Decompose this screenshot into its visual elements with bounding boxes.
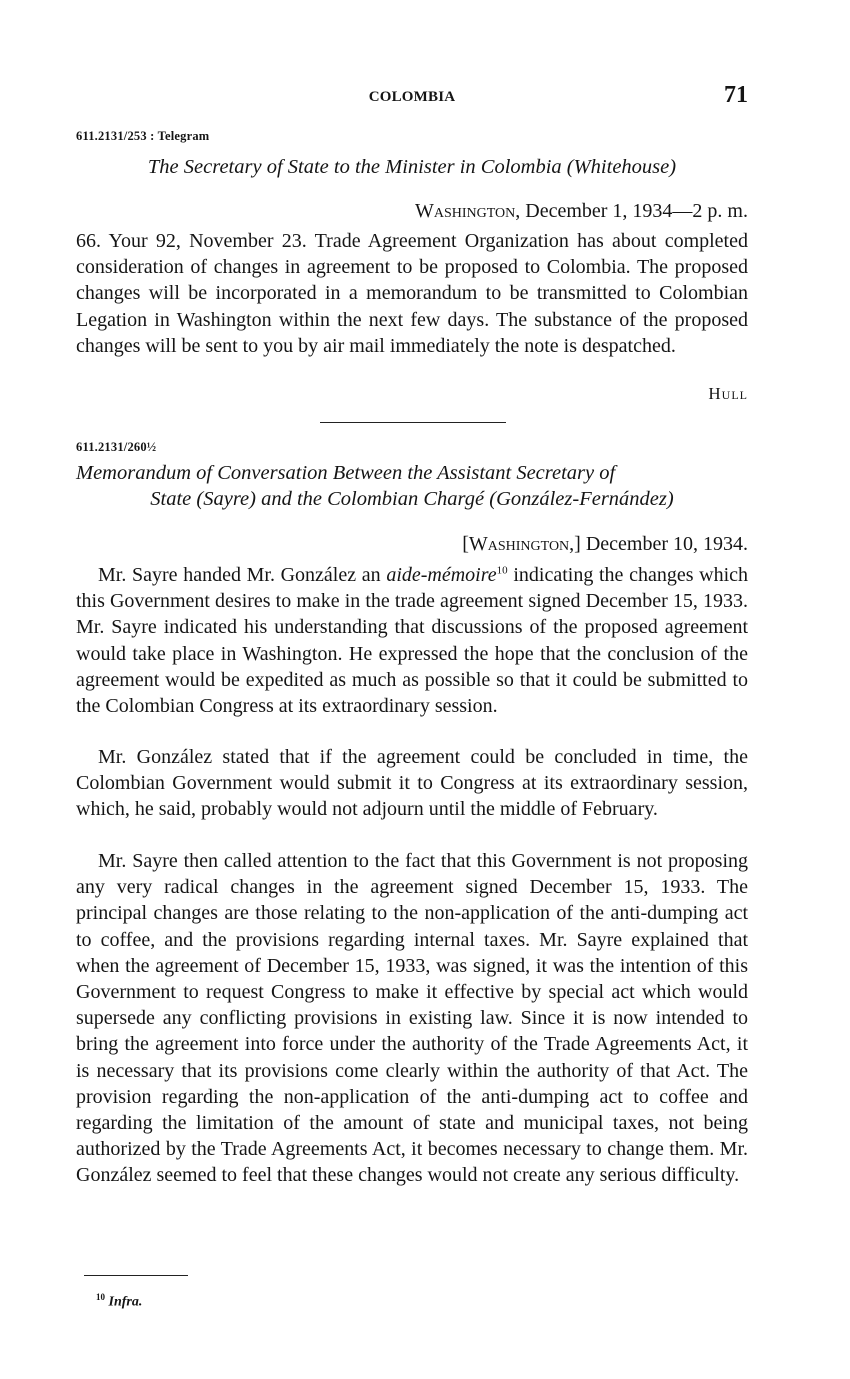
footnote bbox=[96, 1292, 142, 1311]
footnote-reference: 10 bbox=[496, 564, 508, 577]
doc1-dateline-date: December 1, 1934—2 p. m. bbox=[525, 200, 748, 222]
doc1-file-number: 611.2131/253 : Telegram bbox=[76, 129, 210, 143]
doc2-paragraph-2: Mr. González stated that if the agreement could be concluded in time, the Colombian Government would submit it to Congress at its extraordinary session, which, he said, probably would not adjourn until the middle of February. bbox=[76, 746, 748, 821]
doc2-title-line1: Memorandum of Conversation Between the Assistant Secretary of bbox=[76, 462, 616, 484]
footnote-number: 10 bbox=[96, 1292, 105, 1302]
section-divider bbox=[320, 422, 506, 423]
doc2-title-line2: State (Sayre) and the Colombian Chargé (González-Fernández) bbox=[150, 488, 674, 510]
doc1-dateline-place: Washington, bbox=[414, 200, 521, 222]
doc2-paragraph-3: Mr. Sayre then called attention to the fact that this Government is not proposing any very radical changes in the agreement signed December 15, 1933. The principal changes are those relating to the non-application of the anti-dumping act to coffee, and the provisions regarding internal taxes. Mr. Sayre explained that when the agreement of December 15, 1933, was signed, it was the intention of this Government to request Congress to make it effective by special act which would supersede any conflicting provisions in existing law. Since it is now intended to bring the agreement into force under the authority of the Trade Agreements Act, it is necessary that its provisions come clearly within the authority of that Act. The provision regarding the non-application of the anti-dumping act to coffee and regarding the limitation of the amount of state and municipal taxes, not being authorized by the Trade Agreements Act, it becomes necessary to change them. Mr. González seemed to feel that these changes would not create any serious difficulty. bbox=[76, 850, 748, 1187]
doc2-para1-italic: aide-mémoire bbox=[386, 564, 497, 586]
running-head bbox=[76, 82, 748, 112]
doc2-file-number: 611.2131/260½ bbox=[76, 440, 157, 454]
doc2-title bbox=[76, 460, 748, 512]
footnote-divider bbox=[84, 1275, 188, 1276]
doc2-dateline-date: December 10, 1934. bbox=[585, 533, 748, 555]
footnote-text: Infra. bbox=[108, 1294, 143, 1310]
running-title: COLOMBIA bbox=[368, 89, 456, 105]
page-number: 71 bbox=[724, 82, 748, 108]
doc2-dateline bbox=[76, 533, 748, 556]
doc2-dateline-place: [Washington,] bbox=[462, 533, 581, 555]
doc2-para1-after: indicating the changes which this Government desires to make in the trade agreement signed December 15, 1933. Mr. Sayre indicated his understanding that discussions of the proposed agreement would take place in Washington. He expressed the hope that the conclusion of the agreement would be expedited as much as possible so that it could be submitted to the Colombian Congress at its extraordinary session. bbox=[76, 564, 749, 718]
doc2-para1-before: Mr. Sayre handed Mr. González an bbox=[98, 564, 381, 586]
doc1-dateline bbox=[76, 200, 748, 223]
doc1-title: The Secretary of State to the Minister in Colombia (Whitehouse) bbox=[147, 156, 677, 178]
doc1-body: 66. Your 92, November 23. Trade Agreement Organization has about completed consideration of changes in agreement to be proposed to Colombia. The proposed changes will be incorporated in a memorandum to be transmitted to Colombian Legation in Washington within the next few days. The substance of the proposed changes will be sent to you by air mail immediately the note is despatched. bbox=[76, 230, 748, 357]
doc1-signature: Hull bbox=[708, 384, 748, 403]
doc2-paragraph-1 bbox=[76, 562, 748, 719]
